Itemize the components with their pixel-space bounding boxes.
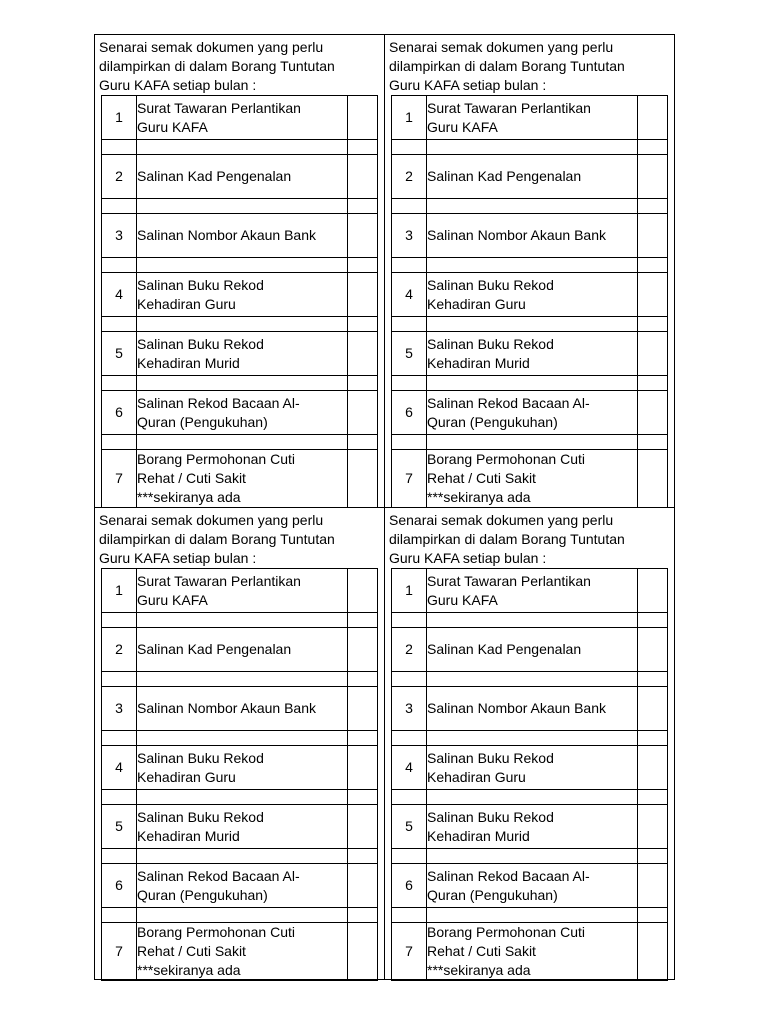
item-number: 6 (392, 864, 427, 908)
tick-box[interactable] (638, 332, 668, 376)
tick-box[interactable] (638, 391, 668, 435)
item-number: 2 (102, 628, 137, 672)
spacer-cell (137, 258, 348, 273)
checklist-row (392, 687, 668, 731)
item-description: Salinan Buku Rekod Kehadiran Murid (137, 805, 348, 849)
spacer-cell (638, 672, 668, 687)
spacer-cell (102, 672, 137, 687)
item-number: 4 (102, 746, 137, 790)
checklist-table (101, 568, 378, 981)
item-number: 1 (102, 569, 137, 613)
spacer-cell (102, 435, 137, 450)
spacer-cell (392, 613, 427, 628)
spacer-cell (137, 435, 348, 450)
item-description: Salinan Rekod Bacaan Al- Quran (Pengukuhan) (427, 391, 638, 435)
spacer-cell (427, 613, 638, 628)
tick-box[interactable] (638, 155, 668, 199)
spacer-row (102, 790, 378, 805)
spacer-cell (427, 258, 638, 273)
item-number: 3 (392, 214, 427, 258)
checklist-table (391, 568, 668, 981)
tick-box[interactable] (348, 569, 378, 613)
spacer-cell (638, 849, 668, 864)
item-description: Borang Permohonan Cuti Rehat / Cuti Sakit ***sekiranya ada (427, 450, 638, 508)
spacer-row (392, 672, 668, 687)
spacer-cell (392, 435, 427, 450)
tick-box[interactable] (638, 923, 668, 981)
spacer-cell (427, 199, 638, 214)
spacer-row (392, 376, 668, 391)
tick-box[interactable] (638, 273, 668, 317)
item-number: 7 (392, 923, 427, 981)
spacer-cell (137, 731, 348, 746)
item-description: Salinan Rekod Bacaan Al- Quran (Pengukuhan) (137, 864, 348, 908)
spacer-cell (638, 376, 668, 391)
item-description: Salinan Kad Pengenalan (137, 155, 348, 199)
spacer-cell (102, 731, 137, 746)
item-description: Salinan Buku Rekod Kehadiran Guru (137, 273, 348, 317)
item-description: Salinan Nombor Akaun Bank (137, 687, 348, 731)
checklist-row (392, 332, 668, 376)
spacer-row (102, 317, 378, 332)
item-number: 2 (392, 628, 427, 672)
spacer-cell (348, 849, 378, 864)
tick-box[interactable] (638, 628, 668, 672)
tick-box[interactable] (638, 746, 668, 790)
tick-box[interactable] (348, 450, 378, 508)
spacer-cell (392, 140, 427, 155)
tick-box[interactable] (348, 628, 378, 672)
spacer-row (102, 258, 378, 273)
spacer-cell (102, 376, 137, 391)
spacer-cell (427, 435, 638, 450)
checklist-row (392, 864, 668, 908)
spacer-cell (348, 140, 378, 155)
spacer-row (392, 849, 668, 864)
spacer-cell (638, 613, 668, 628)
tick-box[interactable] (638, 450, 668, 508)
item-description: Borang Permohonan Cuti Rehat / Cuti Sakit ***sekiranya ada (427, 923, 638, 981)
spacer-cell (102, 199, 137, 214)
spacer-cell (392, 258, 427, 273)
spacer-row (102, 376, 378, 391)
checklist-row (102, 273, 378, 317)
spacer-cell (638, 908, 668, 923)
spacer-cell (102, 613, 137, 628)
spacer-cell (427, 731, 638, 746)
checklist-row (392, 923, 668, 981)
spacer-cell (348, 731, 378, 746)
item-number: 4 (392, 273, 427, 317)
spacer-cell (638, 258, 668, 273)
item-description: Salinan Nombor Akaun Bank (427, 214, 638, 258)
spacer-row (392, 435, 668, 450)
item-number: 5 (392, 332, 427, 376)
spacer-cell (102, 908, 137, 923)
spacer-row (102, 613, 378, 628)
item-number: 3 (102, 687, 137, 731)
item-description: Salinan Buku Rekod Kehadiran Murid (137, 332, 348, 376)
spacer-cell (638, 199, 668, 214)
checklist-row (392, 391, 668, 435)
item-description: Salinan Buku Rekod Kehadiran Guru (137, 746, 348, 790)
checklist-panel-top-left (95, 35, 385, 508)
spacer-cell (392, 672, 427, 687)
tick-box[interactable] (348, 96, 378, 140)
tick-box[interactable] (348, 273, 378, 317)
item-description: Salinan Kad Pengenalan (427, 155, 638, 199)
spacer-cell (102, 790, 137, 805)
checklist-row (102, 628, 378, 672)
item-description: Salinan Buku Rekod Kehadiran Guru (427, 746, 638, 790)
checklist-row (102, 805, 378, 849)
spacer-row (102, 199, 378, 214)
spacer-cell (348, 435, 378, 450)
spacer-cell (137, 849, 348, 864)
spacer-cell (137, 317, 348, 332)
checklist-table (101, 95, 378, 508)
spacer-row (102, 672, 378, 687)
checklist-row (392, 273, 668, 317)
spacer-cell (348, 258, 378, 273)
spacer-cell (102, 140, 137, 155)
item-number: 3 (102, 214, 137, 258)
spacer-cell (638, 435, 668, 450)
checklist-panel-bottom-left (95, 508, 385, 981)
spacer-row (102, 731, 378, 746)
tick-box[interactable] (348, 155, 378, 199)
checklist-row (392, 628, 668, 672)
tick-box[interactable] (348, 923, 378, 981)
spacer-cell (348, 376, 378, 391)
spacer-cell (392, 317, 427, 332)
tick-box[interactable] (348, 391, 378, 435)
spacer-row (392, 317, 668, 332)
item-number: 1 (392, 569, 427, 613)
spacer-cell (427, 672, 638, 687)
checklist-table (391, 95, 668, 508)
item-number: 1 (392, 96, 427, 140)
checklist-heading: Senarai semak dokumen yang perlu dilampirkan di dalam Borang Tuntutan Guru KAFA setiap bulan : (99, 512, 335, 566)
spacer-cell (638, 731, 668, 746)
item-number: 5 (392, 805, 427, 849)
tick-box[interactable] (638, 864, 668, 908)
checklist-heading: Senarai semak dokumen yang perlu dilampirkan di dalam Borang Tuntutan Guru KAFA setiap bulan : (389, 39, 625, 93)
spacer-cell (638, 140, 668, 155)
spacer-cell (427, 908, 638, 923)
spacer-cell (137, 376, 348, 391)
item-number: 5 (102, 805, 137, 849)
item-description: Surat Tawaran Perlantikan Guru KAFA (427, 569, 638, 613)
tick-box[interactable] (638, 214, 668, 258)
item-description: Surat Tawaran Perlantikan Guru KAFA (137, 96, 348, 140)
item-number: 6 (392, 391, 427, 435)
spacer-cell (638, 317, 668, 332)
spacer-cell (392, 790, 427, 805)
checklist-row (102, 450, 378, 508)
tick-box[interactable] (348, 332, 378, 376)
spacer-cell (137, 613, 348, 628)
spacer-row (392, 731, 668, 746)
checklist-row (392, 450, 668, 508)
spacer-row (392, 140, 668, 155)
checklist-row (392, 214, 668, 258)
spacer-cell (392, 376, 427, 391)
spacer-cell (638, 790, 668, 805)
spacer-cell (102, 849, 137, 864)
spacer-cell (348, 790, 378, 805)
spacer-cell (348, 908, 378, 923)
spacer-cell (427, 140, 638, 155)
spacer-cell (348, 199, 378, 214)
spacer-cell (348, 613, 378, 628)
spacer-cell (392, 731, 427, 746)
spacer-cell (137, 199, 348, 214)
spacer-row (392, 908, 668, 923)
item-description: Borang Permohonan Cuti Rehat / Cuti Sakit ***sekiranya ada (137, 923, 348, 981)
spacer-cell (392, 849, 427, 864)
spacer-cell (392, 199, 427, 214)
spacer-row (102, 435, 378, 450)
tick-box[interactable] (638, 805, 668, 849)
tick-box[interactable] (638, 96, 668, 140)
item-description: Salinan Nombor Akaun Bank (427, 687, 638, 731)
checklist-row (102, 214, 378, 258)
tick-box[interactable] (348, 864, 378, 908)
checklist-panel-bottom-right (385, 508, 675, 981)
tick-box[interactable] (348, 687, 378, 731)
item-number: 4 (392, 746, 427, 790)
tick-box[interactable] (348, 214, 378, 258)
item-description: Borang Permohonan Cuti Rehat / Cuti Sakit ***sekiranya ada (137, 450, 348, 508)
tick-box[interactable] (638, 569, 668, 613)
item-number: 7 (102, 450, 137, 508)
tick-box[interactable] (348, 746, 378, 790)
spacer-row (102, 849, 378, 864)
checklist-row (102, 746, 378, 790)
item-number: 5 (102, 332, 137, 376)
item-description: Salinan Buku Rekod Kehadiran Murid (427, 332, 638, 376)
spacer-row (392, 199, 668, 214)
item-description: Salinan Kad Pengenalan (427, 628, 638, 672)
checklist-panel-top-right (385, 35, 675, 508)
checklist-row (392, 96, 668, 140)
checklist-heading: Senarai semak dokumen yang perlu dilampirkan di dalam Borang Tuntutan Guru KAFA setiap bulan : (99, 39, 335, 93)
tick-box[interactable] (348, 805, 378, 849)
spacer-cell (427, 790, 638, 805)
item-description: Salinan Rekod Bacaan Al- Quran (Pengukuhan) (427, 864, 638, 908)
spacer-cell (102, 258, 137, 273)
spacer-row (102, 908, 378, 923)
spacer-cell (348, 317, 378, 332)
spacer-cell (137, 790, 348, 805)
spacer-cell (427, 317, 638, 332)
spacer-cell (137, 908, 348, 923)
checklist-row (102, 687, 378, 731)
spacer-row (392, 258, 668, 273)
spacer-cell (392, 908, 427, 923)
item-number: 2 (392, 155, 427, 199)
item-description: Salinan Buku Rekod Kehadiran Murid (427, 805, 638, 849)
item-number: 2 (102, 155, 137, 199)
spacer-row (392, 613, 668, 628)
spacer-cell (137, 140, 348, 155)
item-number: 3 (392, 687, 427, 731)
item-description: Surat Tawaran Perlantikan Guru KAFA (427, 96, 638, 140)
item-description: Salinan Buku Rekod Kehadiran Guru (427, 273, 638, 317)
checklist-heading: Senarai semak dokumen yang perlu dilampirkan di dalam Borang Tuntutan Guru KAFA setiap bulan : (389, 512, 625, 566)
item-number: 6 (102, 864, 137, 908)
checklist-row (102, 96, 378, 140)
item-number: 1 (102, 96, 137, 140)
checklist-row (392, 569, 668, 613)
spacer-row (392, 790, 668, 805)
item-number: 6 (102, 391, 137, 435)
checklist-row (102, 923, 378, 981)
checklist-row (392, 155, 668, 199)
item-description: Salinan Nombor Akaun Bank (137, 214, 348, 258)
tick-box[interactable] (638, 687, 668, 731)
spacer-cell (427, 849, 638, 864)
item-number: 7 (392, 450, 427, 508)
checklist-row (102, 569, 378, 613)
checklist-row (102, 391, 378, 435)
checklist-row (102, 864, 378, 908)
checklist-row (102, 155, 378, 199)
item-description: Salinan Kad Pengenalan (137, 628, 348, 672)
checklist-row (392, 805, 668, 849)
item-number: 4 (102, 273, 137, 317)
item-number: 7 (102, 923, 137, 981)
item-description: Salinan Rekod Bacaan Al- Quran (Pengukuhan) (137, 391, 348, 435)
spacer-row (102, 140, 378, 155)
spacer-cell (137, 672, 348, 687)
checklist-row (392, 746, 668, 790)
checklist-row (102, 332, 378, 376)
spacer-cell (102, 317, 137, 332)
item-description: Surat Tawaran Perlantikan Guru KAFA (137, 569, 348, 613)
spacer-cell (427, 376, 638, 391)
spacer-cell (348, 672, 378, 687)
